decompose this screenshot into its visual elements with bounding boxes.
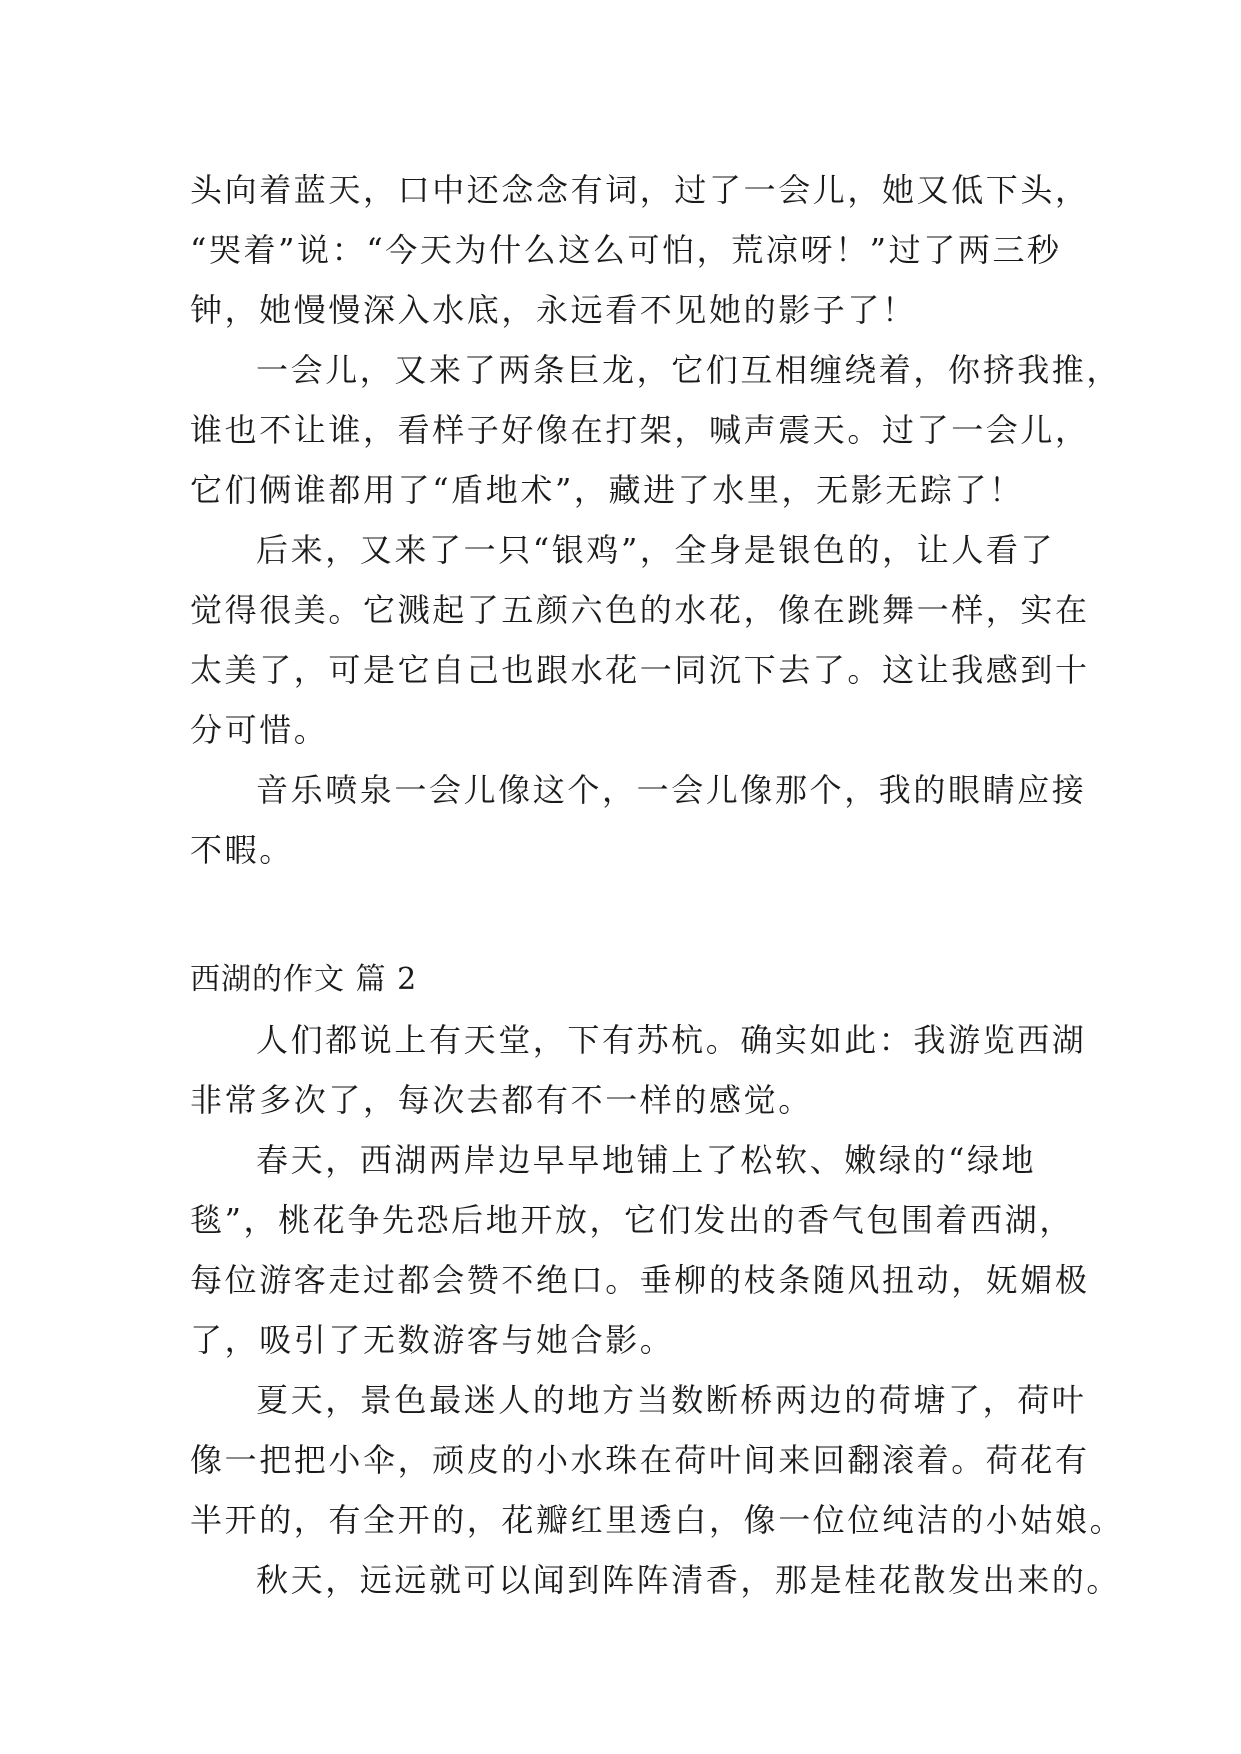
text-line: 钟，她慢慢深入水底，永远看不见她的影子了！ <box>190 291 917 329</box>
text-line: “哭着”说：“今天为什么这么可怕，荒凉呀！”过了两三秒 <box>190 231 1062 269</box>
text-line: 非常多次了，每次去都有不一样的感觉。 <box>190 1081 813 1119</box>
text-line: 像一把把小伞，顽皮的小水珠在荷叶间来回翻滚着。荷花有 <box>190 1441 1090 1479</box>
paragraph-start-line: 后来，又来了一只“银鸡”，全身是银色的，让人看了 <box>256 531 1056 569</box>
text-line: 它们俩谁都用了“盾地术”，藏进了水里，无影无踪了！ <box>190 471 1024 509</box>
section-heading: 西湖的作文 篇 2 <box>190 962 418 997</box>
paragraph-start-line: 春天，西湖两岸边早早地铺上了松软、嫩绿的“绿地 <box>256 1141 1037 1179</box>
text-line: 太美了，可是它自己也跟水花一同沉下去了。这让我感到十 <box>190 651 1090 689</box>
text-line: 不暇。 <box>190 831 294 869</box>
paragraph-start-line: 夏天，景色最迷人的地方当数断桥两边的荷塘了，荷叶 <box>256 1381 1087 1419</box>
text-line: 每位游客走过都会赞不绝口。垂柳的枝条随风扭动，妩媚极 <box>190 1261 1090 1299</box>
paragraph-start-line: 人们都说上有天堂，下有苏杭。确实如此：我游览西湖 <box>256 1021 1087 1059</box>
paragraph-start-line: 一会儿，又来了两条巨龙，它们互相缠绕着，你挤我推， <box>256 351 1122 389</box>
text-line: 谁也不让谁，看样子好像在打架，喊声震天。过了一会儿， <box>190 411 1090 449</box>
text-line: 毯”，桃花争先恐后地开放，它们发出的香气包围着西湖， <box>190 1201 1074 1239</box>
text-line: 了，吸引了无数游客与她合影。 <box>190 1321 675 1359</box>
document-page <box>190 160 1125 1610</box>
section-2 <box>190 950 1125 1610</box>
section-1 <box>190 160 1122 880</box>
text-line: 头向着蓝天，口中还念念有词，过了一会儿，她又低下头， <box>190 171 1090 209</box>
paragraph-start-line: 秋天，远远就可以闻到阵阵清香，那是桂花散发出来的。 <box>256 1561 1122 1599</box>
text-line: 半开的，有全开的，花瓣红里透白，像一位位纯洁的小姑娘。 <box>190 1501 1125 1539</box>
text-line: 分可惜。 <box>190 711 329 749</box>
section-gap <box>190 880 1050 950</box>
text-line: 觉得很美。它溅起了五颜六色的水花，像在跳舞一样，实在 <box>190 591 1090 629</box>
paragraph-start-line: 音乐喷泉一会儿像这个，一会儿像那个，我的眼睛应接 <box>256 771 1087 809</box>
